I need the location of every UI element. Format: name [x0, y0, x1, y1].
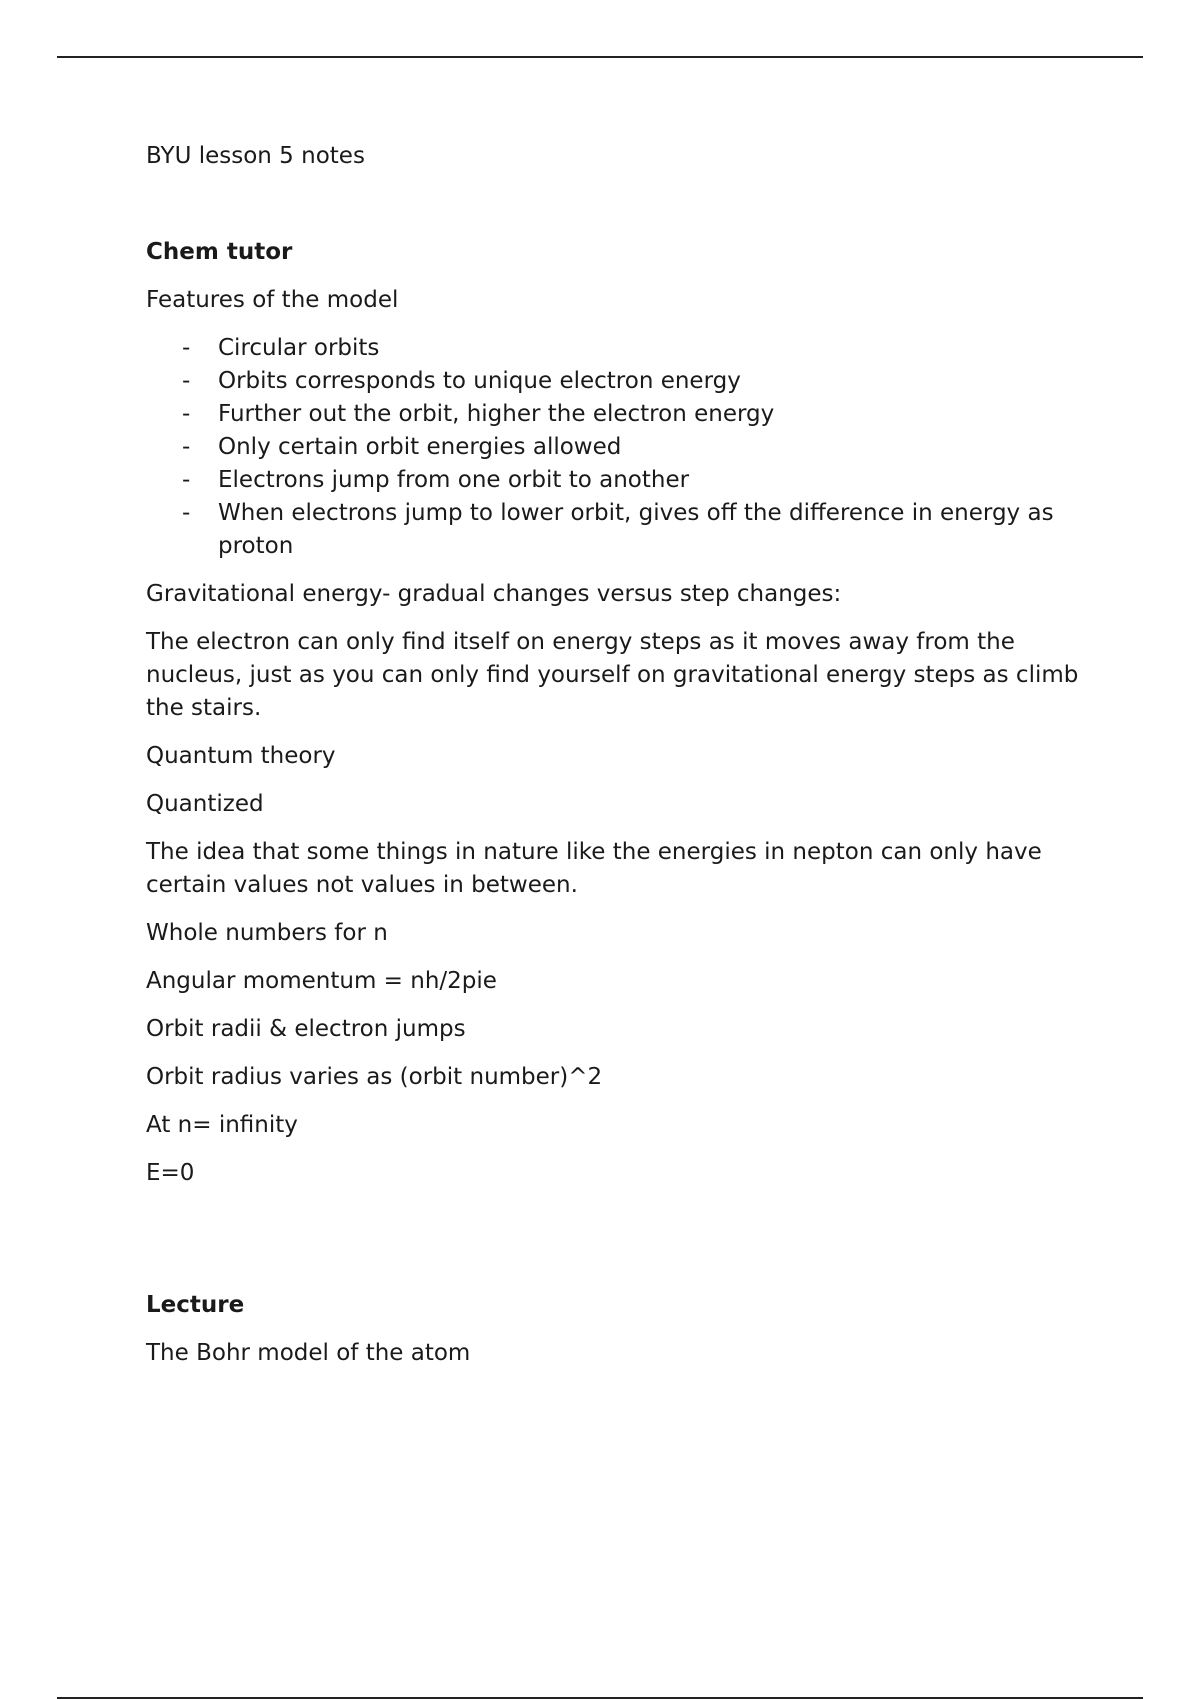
paragraph: Orbit radius varies as (orbit number)^2 — [146, 1064, 603, 1090]
list-item-text: Electrons jump from one orbit to another — [218, 467, 690, 493]
paragraph: The idea that some things in nature like the energies in nepton can only have certain values not values in between. — [146, 839, 1042, 898]
list-item — [146, 332, 1106, 365]
bullet-list — [146, 332, 1106, 563]
paragraph: The electron can only find itself on energy steps as it moves away from the nucleus, just as you can only find yourself on gravitational energy steps as climb the stairs. — [146, 629, 1079, 721]
section-heading-chem-tutor: Chem tutor — [146, 239, 293, 265]
list-item — [146, 398, 1106, 431]
dash-bullet-icon: - — [182, 335, 191, 361]
document-title: BYU lesson 5 notes — [146, 143, 365, 169]
section-chem-tutor — [146, 236, 1106, 1190]
paragraph: Gravitational energy- gradual changes versus step changes: — [146, 581, 842, 607]
footer-rule — [57, 1697, 1143, 1699]
paragraph: Angular momentum = nh/2pie — [146, 968, 497, 994]
header-rule — [57, 56, 1143, 58]
document-page — [146, 140, 1106, 1385]
section-lecture — [146, 1289, 1106, 1370]
dash-bullet-icon: - — [182, 434, 191, 460]
list-item-text: Orbits corresponds to unique electron energy — [218, 368, 741, 394]
section-intro: Features of the model — [146, 287, 399, 313]
paragraph: Quantum theory — [146, 743, 336, 769]
dash-bullet-icon: - — [182, 401, 191, 427]
paragraph: Quantized — [146, 791, 264, 817]
section-heading-lecture: Lecture — [146, 1292, 245, 1318]
paragraph: Orbit radii & electron jumps — [146, 1016, 466, 1042]
list-item — [146, 431, 1106, 464]
list-item — [146, 497, 1106, 563]
dash-bullet-icon: - — [182, 500, 191, 526]
list-item-text: Further out the orbit, higher the electron energy — [218, 401, 775, 427]
list-item-text: Only certain orbit energies allowed — [218, 434, 622, 460]
paragraph: The Bohr model of the atom — [146, 1340, 471, 1366]
paragraph: Whole numbers for n — [146, 920, 388, 946]
list-item — [146, 464, 1106, 497]
list-item-text: Circular orbits — [218, 335, 380, 361]
paragraph: At n= infinity — [146, 1112, 298, 1138]
paragraph: E=0 — [146, 1160, 195, 1186]
dash-bullet-icon: - — [182, 467, 191, 493]
list-item — [146, 365, 1106, 398]
dash-bullet-icon: - — [182, 368, 191, 394]
list-item-text: When electrons jump to lower orbit, gives off the difference in energy as proton — [218, 500, 1054, 559]
